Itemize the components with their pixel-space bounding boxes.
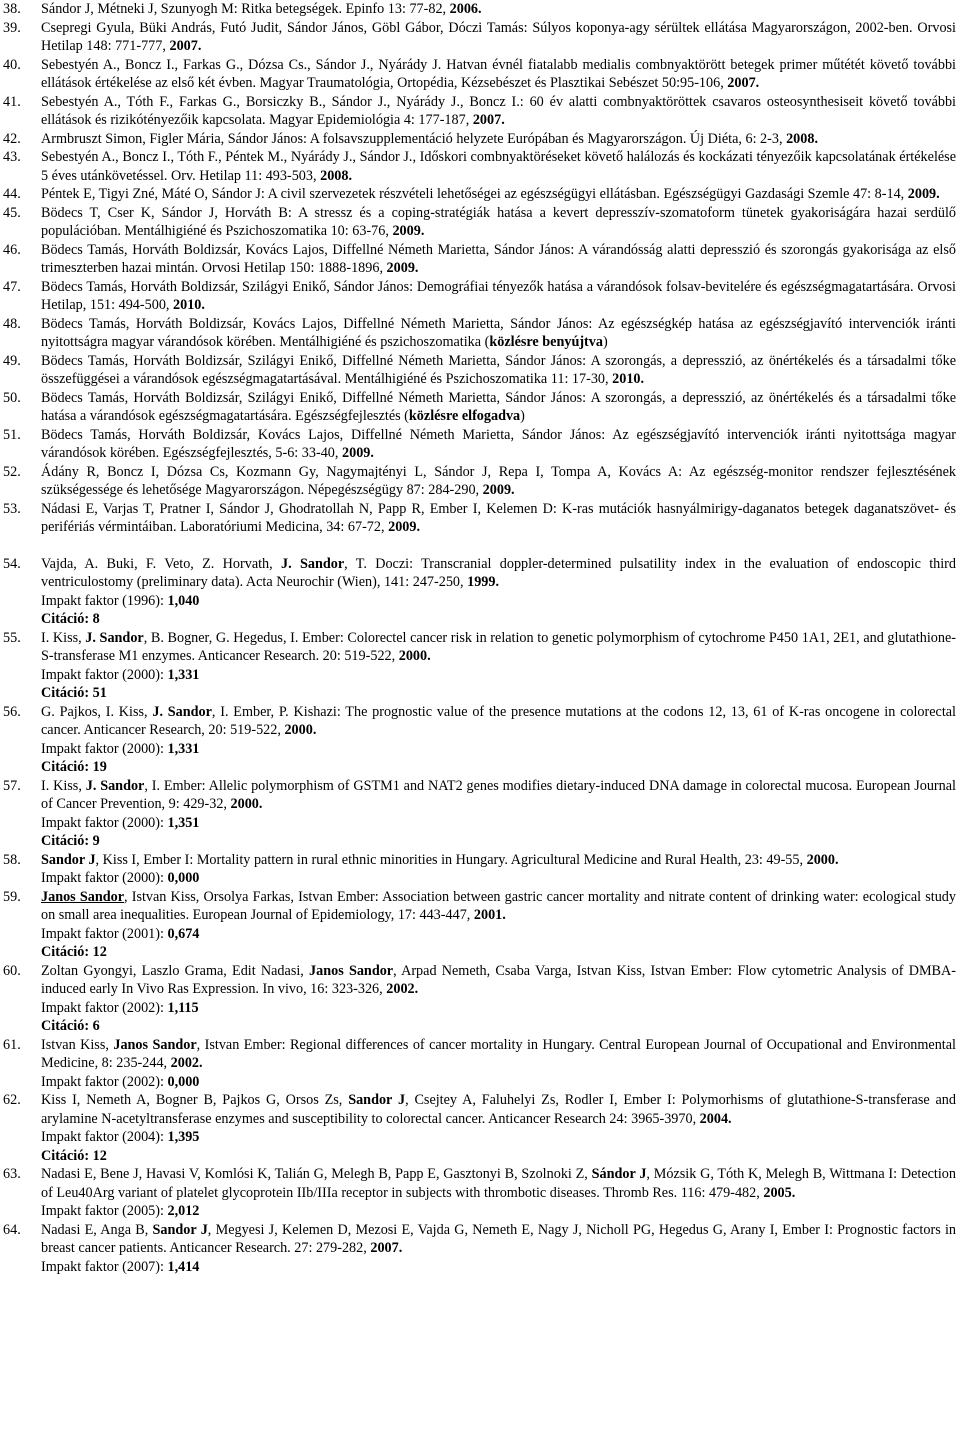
- reference-metric: [41, 1147, 956, 1166]
- reference-citation: [41, 93, 956, 130]
- reference-text: Zoltan Gyongyi, Laszlo Grama, Edit Nadasi,: [41, 962, 310, 979]
- reference-text: Impakt faktor (2007):: [41, 1258, 168, 1275]
- reference-text: Sebestyén A., Boncz I., Tóth F., Péntek M., Nyárády J., Sándor J., Időskori combnyaktöréseket követő halálozás és kockázati tényezőik kapcsolatának értékelése 5 éves utánkövetéssel. Orv. Hetilap 11: 493-503,: [41, 149, 956, 184]
- reference-number: 62.: [3, 1092, 21, 1108]
- reference-entry: [0, 93, 960, 130]
- reference-text: Janos Sandor: [309, 962, 394, 979]
- reference-citation: [41, 1221, 956, 1258]
- reference-text: 2009.: [386, 260, 419, 276]
- reference-text: 2007.: [370, 1240, 403, 1256]
- reference-entry: [0, 703, 960, 777]
- reference-citation: [41, 148, 956, 185]
- reference-entry: [0, 463, 960, 500]
- reference-entry: [0, 777, 960, 851]
- reference-citation: [41, 1165, 956, 1202]
- reference-metric: [41, 610, 956, 629]
- reference-entry: [0, 185, 960, 204]
- reference-text: Citáció: 6: [41, 1018, 100, 1034]
- reference-metric: [41, 1258, 956, 1277]
- reference-citation: [41, 185, 956, 204]
- reference-citation: [41, 278, 956, 315]
- reference-text: Nádasi E, Varjas T, Pratner I, Sándor J, Ghodratollah N, Papp R, Ember I, Kelemen D: K-ras mutációk hasnyálmirigy-daganatos betegek daganatszövet- és perifériás vérmintáiban. Laboratóriumi Medicina, 34: 67-72,: [41, 500, 956, 535]
- reference-citation: [41, 389, 956, 426]
- reference-citation: [41, 777, 956, 814]
- reference-text: Impakt faktor (2000):: [41, 666, 168, 683]
- reference-text: Citáció: 12: [41, 944, 107, 960]
- reference-entry: [0, 888, 960, 962]
- reference-citation: [41, 703, 956, 740]
- reference-text: 1,040: [167, 592, 200, 609]
- reference-text: 2000.: [230, 796, 263, 812]
- reference-citation: [41, 962, 956, 999]
- reference-text: Bödecs Tamás, Horváth Boldizsár, Kovács Lajos, Diffellné Németh Marietta, Sándor János: Az egészségjavító intervenciók iránti nyitottsága magyar várandósok körében. Egészségfejlesztés, 5-6: 33-40,: [41, 426, 956, 461]
- reference-entry: [0, 500, 960, 537]
- reference-text: , Megyesi J, Kelemen D, Mezosi E, Vajda G, Nemeth E, Nagy J, Nicholl PG, Hegedus G, Arany I, Ember I: Prognostic factors in breast cancer patients. Anticancer Research. 27: 279-282,: [41, 1221, 956, 1256]
- reference-text: Kiss I, Nemeth A, Bogner B, Pajkos G, Orsos Zs,: [41, 1092, 349, 1108]
- reference-entry: [0, 426, 960, 463]
- reference-text: 1,331: [167, 740, 200, 757]
- reference-text: 2006.: [449, 1, 482, 17]
- reference-text: J. Sandor: [152, 703, 212, 720]
- reference-entry: [0, 1165, 960, 1221]
- reference-text: 1,331: [167, 666, 200, 683]
- reference-text: , Mózsik G, Tóth K, Melegh B, Wittmana I: Detection of Leu40Arg variant of platelet glycoprotein IIb/IIIa receptor in subjects with thrombotic diseases. Thromb Res. 116: 479-482,: [41, 1166, 956, 1201]
- reference-number: 58.: [3, 851, 21, 868]
- reference-metric: [41, 684, 956, 703]
- reference-number: 61.: [3, 1036, 21, 1053]
- reference-metric: [41, 943, 956, 962]
- reference-text: ): [520, 408, 525, 424]
- reference-text: 2010.: [173, 297, 205, 313]
- reference-text: J. Sandor: [281, 555, 345, 572]
- reference-text: Impakt faktor (1996):: [41, 592, 168, 609]
- reference-text: 2004.: [699, 1110, 732, 1127]
- reference-entry: [0, 0, 960, 19]
- reference-metric: [41, 925, 956, 944]
- reference-text: 2009.: [482, 482, 515, 498]
- reference-citation: [41, 204, 956, 241]
- reference-entry: [0, 1091, 960, 1165]
- reference-text: 2,012: [167, 1203, 200, 1219]
- reference-text: 0,000: [167, 870, 200, 886]
- reference-citation: [41, 1036, 956, 1073]
- reference-text: 2001.: [473, 907, 506, 923]
- reference-entry: [0, 19, 960, 56]
- reference-citation: [41, 130, 956, 149]
- reference-text: Sandor J: [41, 851, 96, 868]
- reference-metric: [41, 832, 956, 851]
- reference-citation: [41, 315, 956, 352]
- reference-text: 2002.: [170, 1055, 203, 1071]
- reference-metric: [41, 1073, 956, 1092]
- reference-text: Impakt faktor (2001):: [41, 925, 168, 942]
- reference-citation: [41, 888, 956, 925]
- reference-text: Bödecs Tamás, Horváth Boldizsár, Szilágyi Enikő, Diffellné Németh Marietta, Sándor János: A szorongás, a depresszió, az önértékelés és a társadalmi tőke hatása a várandósok egészségmagatartására. Egészségfejlesztés (: [41, 389, 956, 424]
- reference-citation: [41, 463, 956, 500]
- reference-text: 1999.: [467, 574, 500, 590]
- reference-metric: [41, 1128, 956, 1147]
- reference-metric: [41, 666, 956, 685]
- reference-number: 45.: [3, 204, 21, 221]
- reference-text: G. Pajkos, I. Kiss,: [41, 703, 153, 720]
- reference-number: 56.: [3, 703, 21, 720]
- reference-number: 52.: [3, 463, 21, 480]
- reference-number: 40.: [3, 56, 21, 73]
- reference-metric: [41, 869, 956, 888]
- reference-citation: [41, 426, 956, 463]
- reference-entry: [0, 130, 960, 149]
- reference-text: 2002.: [386, 981, 419, 997]
- reference-citation: [41, 56, 956, 93]
- reference-text: Ádány R, Boncz I, Dózsa Cs, Kozmann Gy, Nagymajtényi L, Sándor J, Repa I, Tompa A, Kovács A: Az egészség-monitor rendszer fejlesztésének szükségessége és lehetősége Magyarországon. Népegészségügy 87: 284-290,: [41, 463, 956, 498]
- reference-text: Nadasi E, Anga B,: [41, 1221, 153, 1238]
- reference-citation: [41, 555, 956, 592]
- reference-number: 63.: [3, 1166, 21, 1182]
- reference-text: közlésre elfogadva: [408, 408, 521, 424]
- reference-number: 51.: [3, 426, 21, 443]
- reference-text: 2000.: [806, 851, 839, 868]
- reference-text: , I. Ember, P. Kishazi: The prognostic value of the presence mutations at the codons 12, 13, 61 of K-ras oncogene in colorectal cancer. Anticancer Research, 20: 519-522,: [41, 703, 957, 738]
- reference-text: 2007.: [169, 38, 202, 54]
- reference-text: Sándor J, Métneki J, Szunyogh M: Ritka betegségek. Epinfo 13: 77-82,: [41, 1, 450, 17]
- reference-text: , Csejtey A, Faluhelyi Zs, Rodler I, Ember I: Polymorhisms of glutathione-S-transferase and arylamine N-acetyltransferase enzymes and susceptibility to colorectal cancer. Anticancer Research 24: 3965-3970,: [41, 1092, 956, 1127]
- reference-number: 55.: [3, 629, 21, 646]
- reference-number: 41.: [3, 93, 21, 110]
- reference-entry: [0, 56, 960, 93]
- reference-text: 0,000: [167, 1073, 200, 1090]
- reference-citation: [41, 352, 956, 389]
- reference-entry: [0, 629, 960, 703]
- reference-text: Sebestyén A., Tóth F., Farkas G., Borsiczky B., Sándor J., Nyárády J., Boncz I.: 60 év alatti combnyaktöröttek csavaros osteosynthesiseit követő további ellátások és rizikótényezőik kapcsolata. Magyar Epidemiológia 4: 177-187,: [41, 93, 956, 128]
- reference-text: Nadasi E, Bene J, Havasi V, Komlósi K, Talián G, Melegh B, Papp E, Gasztonyi B, Szolnoki Z,: [41, 1166, 592, 1182]
- reference-entry: [0, 352, 960, 389]
- reference-metric: [41, 592, 956, 611]
- reference-citation: [41, 851, 956, 870]
- reference-entry: [0, 204, 960, 241]
- reference-entry: [0, 1036, 960, 1092]
- reference-text: Citáció: 8: [41, 611, 100, 627]
- reference-entry: [0, 241, 960, 278]
- reference-text: Impakt faktor (2005):: [41, 1203, 168, 1219]
- reference-text: J. Sandor: [85, 629, 144, 646]
- reference-text: , Arpad Nemeth, Csaba Varga, Istvan Kiss, Istvan Ember: Flow cytometric Analysis of DMBA-induced early In Vivo Ras Expression. In vivo, 16: 323-326,: [41, 962, 956, 997]
- reference-number: 38.: [3, 1, 21, 17]
- reference-metric: [41, 740, 956, 759]
- reference-number: 53.: [3, 500, 21, 517]
- reference-text: Impakt faktor (2002):: [41, 999, 168, 1016]
- reference-text: Janos Sandor: [41, 888, 125, 905]
- reference-text: 2007.: [472, 112, 505, 128]
- reference-text: Csepregi Gyula, Büki András, Futó Judit, Sándor János, Göbl Gábor, Dóczi Tamás: Súlyos koponya-agy sérültek ellátása Magyarországon, 2002-ben. Orvosi Hetilap 148: 771-777,: [41, 19, 956, 54]
- reference-entry: [0, 851, 960, 888]
- reference-number: 44.: [3, 186, 21, 202]
- reference-citation: [41, 1091, 956, 1128]
- reference-text: Bödecs T, Cser K, Sándor J, Horváth B: A stressz és a coping-stratégiák hatása a kevert depresszív-szomatoform tünetek gyakoriságára hazai serdülő populációban. Mentálhigiéné és Pszichoszomatika 10: 63-76,: [41, 204, 956, 239]
- reference-number: 50.: [3, 389, 21, 406]
- reference-text: 1,115: [167, 999, 199, 1016]
- reference-number: 39.: [3, 19, 21, 36]
- reference-text: 2009.: [392, 223, 425, 239]
- reference-metric: [41, 1017, 956, 1036]
- reference-entry: [0, 315, 960, 352]
- reference-metric: [41, 1202, 956, 1221]
- reference-metric: [41, 999, 956, 1018]
- reference-text: 2007.: [727, 75, 760, 91]
- reference-citation: [41, 241, 956, 278]
- reference-text: Citáció: 19: [41, 759, 107, 775]
- reference-text: 1,351: [167, 814, 200, 831]
- reference-text: Bödecs Tamás, Horváth Boldizsár, Kovács Lajos, Diffellné Németh Marietta, Sándor János: Az egészségkép hatása az egészségjavító intervenciók iránti nyitottságra magyar várandósok körében. Mentálhigiéné és pszichoszomatika (: [41, 315, 956, 350]
- reference-text: Citáció: 51: [41, 685, 107, 701]
- reference-text: 2000.: [398, 648, 431, 664]
- reference-number: 60.: [3, 962, 21, 979]
- reference-text: 2009.: [342, 445, 374, 461]
- reference-text: 2008.: [320, 167, 353, 184]
- reference-text: , B. Bogner, G. Hegedus, I. Ember: Colorectel cancer risk in relation to genetic polymorphism of cytochrome P450 1A1, 2E1, and glutathione-S-transferase M1 enzymes. Anticancer Research. 20: 519-522,: [41, 629, 956, 664]
- reference-metric: [41, 758, 956, 777]
- reference-citation: [41, 500, 956, 537]
- reference-number: 46.: [3, 241, 21, 258]
- reference-text: 2010.: [612, 371, 645, 387]
- reference-text: Citáció: 12: [41, 1147, 107, 1164]
- reference-text: Impakt faktor (2004):: [41, 1129, 168, 1145]
- reference-text: Istvan Kiss,: [41, 1036, 114, 1053]
- reference-number: 59.: [3, 888, 21, 905]
- reference-text: Impakt faktor (2000):: [41, 814, 168, 831]
- reference-citation: [41, 19, 956, 56]
- reference-text: Sandor J: [348, 1092, 406, 1108]
- reference-number: 49.: [3, 352, 21, 369]
- reference-text: Citáció: 9: [41, 833, 100, 849]
- reference-number: 48.: [3, 315, 21, 332]
- reference-text: Impakt faktor (2000):: [41, 740, 168, 757]
- reference-number: 42.: [3, 130, 21, 147]
- reference-text: , I. Ember: Allelic polymorphism of GSTM1 and NAT2 genes modifies dietary-induced DNA damage in colorectal mucosa. European Journal of Cancer Prevention, 9: 429-32,: [41, 777, 956, 812]
- reference-entry: [0, 555, 960, 629]
- reference-entry: [0, 278, 960, 315]
- reference-number: 47.: [3, 278, 21, 295]
- reference-text: , Kiss I, Ember I: Mortality pattern in rural ethnic minorities in Hungary. Agricultural Medicine and Rural Health, 23: 49-55,: [95, 851, 807, 868]
- reference-text: I. Kiss,: [41, 629, 86, 646]
- reference-number: 57.: [3, 777, 21, 794]
- reference-number: 54.: [3, 555, 21, 572]
- reference-text: Sebestyén A., Boncz I., Farkas G., Dózsa Cs., Sándor J., Nyárády J. Hatvan évnél fiatalabb medialis combnyaktörött betegek primer műtétét követő további ellátások értékelése az első két évben. Magyar Traumatológia, Ortopédia, Kézsebészet és Plasztikai Sebészet 50:95-106,: [41, 56, 956, 91]
- reference-text: ): [602, 334, 608, 350]
- reference-citation: [41, 0, 956, 19]
- reference-text: , Istvan Ember: Regional differences of cancer mortality in Hungary. Central European Journal of Occupational and Environmental Medicine, 8: 235-244,: [41, 1036, 956, 1071]
- reference-entry: [0, 1221, 960, 1277]
- reference-text: Péntek E, Tigyi Zné, Máté O, Sándor J: A civil szervezetek részvételi lehetőségei az egészségügyi ellátásban. Egészségügyi Gazdasági Szemle 47: 8-14,: [41, 186, 908, 202]
- reference-text: 1,414: [167, 1258, 200, 1275]
- reference-text: , T. Doczi: Transcranial doppler-determined pulsatility index in the evaluation of endoscopic third ventriculostomy (preliminary data). Acta Neurochir (Wien), 141: 247-250,: [41, 555, 957, 590]
- reference-text: 0,674: [167, 925, 200, 942]
- reference-text: Bödecs Tamás, Horváth Boldizsár, Szilágyi Enikő, Diffellné Németh Marietta, Sándor János: A szorongás, a depresszió, az önértékelés és a társadalmi tőke összefüggései a várandósok egészségmagatartásával. Mentálhigiéné és Pszichoszomatika 11: 17-30,: [41, 352, 956, 387]
- reference-text: I. Kiss,: [41, 777, 86, 794]
- reference-text: 2009.: [907, 186, 940, 202]
- reference-text: közlésre benyújtva: [489, 334, 603, 350]
- reference-text: J. Sandor: [85, 777, 145, 794]
- reference-entry: [0, 962, 960, 1036]
- reference-citation: [41, 629, 956, 666]
- reference-text: 2005.: [763, 1184, 796, 1201]
- reference-text: 2009.: [388, 519, 421, 535]
- reference-text: Bödecs Tamás, Horváth Boldizsár, Szilágyi Enikő, Sándor János: Demográfiai tényezők hatása a várandósok folsav-bevitelére és egészségmagatartására. Orvosi Hetilap, 151: 494-500,: [41, 278, 956, 313]
- section-spacer: [0, 537, 960, 555]
- reference-text: Janos Sandor: [113, 1036, 197, 1053]
- reference-text: Impakt faktor (2002):: [41, 1073, 168, 1090]
- reference-text: , Istvan Kiss, Orsolya Farkas, Istvan Ember: Association between gastric cancer mortality and nitrate content of drinking water: ecological study on small area inequalities. European Journal of Epidemiology, 17: 443-447,: [41, 888, 956, 923]
- reference-number: 43.: [3, 149, 21, 165]
- reference-number: 64.: [3, 1221, 21, 1238]
- reference-text: 1,395: [167, 1129, 200, 1145]
- reference-metric: [41, 814, 956, 833]
- reference-text: Impakt faktor (2000):: [41, 870, 168, 886]
- reference-text: Vajda, A. Buki, F. Veto, Z. Horvath,: [41, 555, 282, 572]
- reference-text: 2000.: [284, 722, 317, 738]
- reference-entry: [0, 148, 960, 185]
- reference-text: Bödecs Tamás, Horváth Boldizsár, Kovács Lajos, Diffellné Németh Marietta, Sándor János: A várandósság alatti depresszió és szorongás gyakorisága az első trimeszterben hazai mintán. Orvosi Hetilap 150: 1888-1896,: [41, 241, 956, 276]
- reference-entry: [0, 389, 960, 426]
- reference-text: 2008.: [786, 130, 818, 147]
- reference-text: Sándor J: [591, 1166, 647, 1182]
- reference-text: Armbruszt Simon, Figler Mária, Sándor János: A folsavszupplementáció helyzete Európában és Magyarországon. Új Diéta, 6: 2-3,: [41, 130, 787, 147]
- reference-text: Sandor J: [152, 1221, 208, 1238]
